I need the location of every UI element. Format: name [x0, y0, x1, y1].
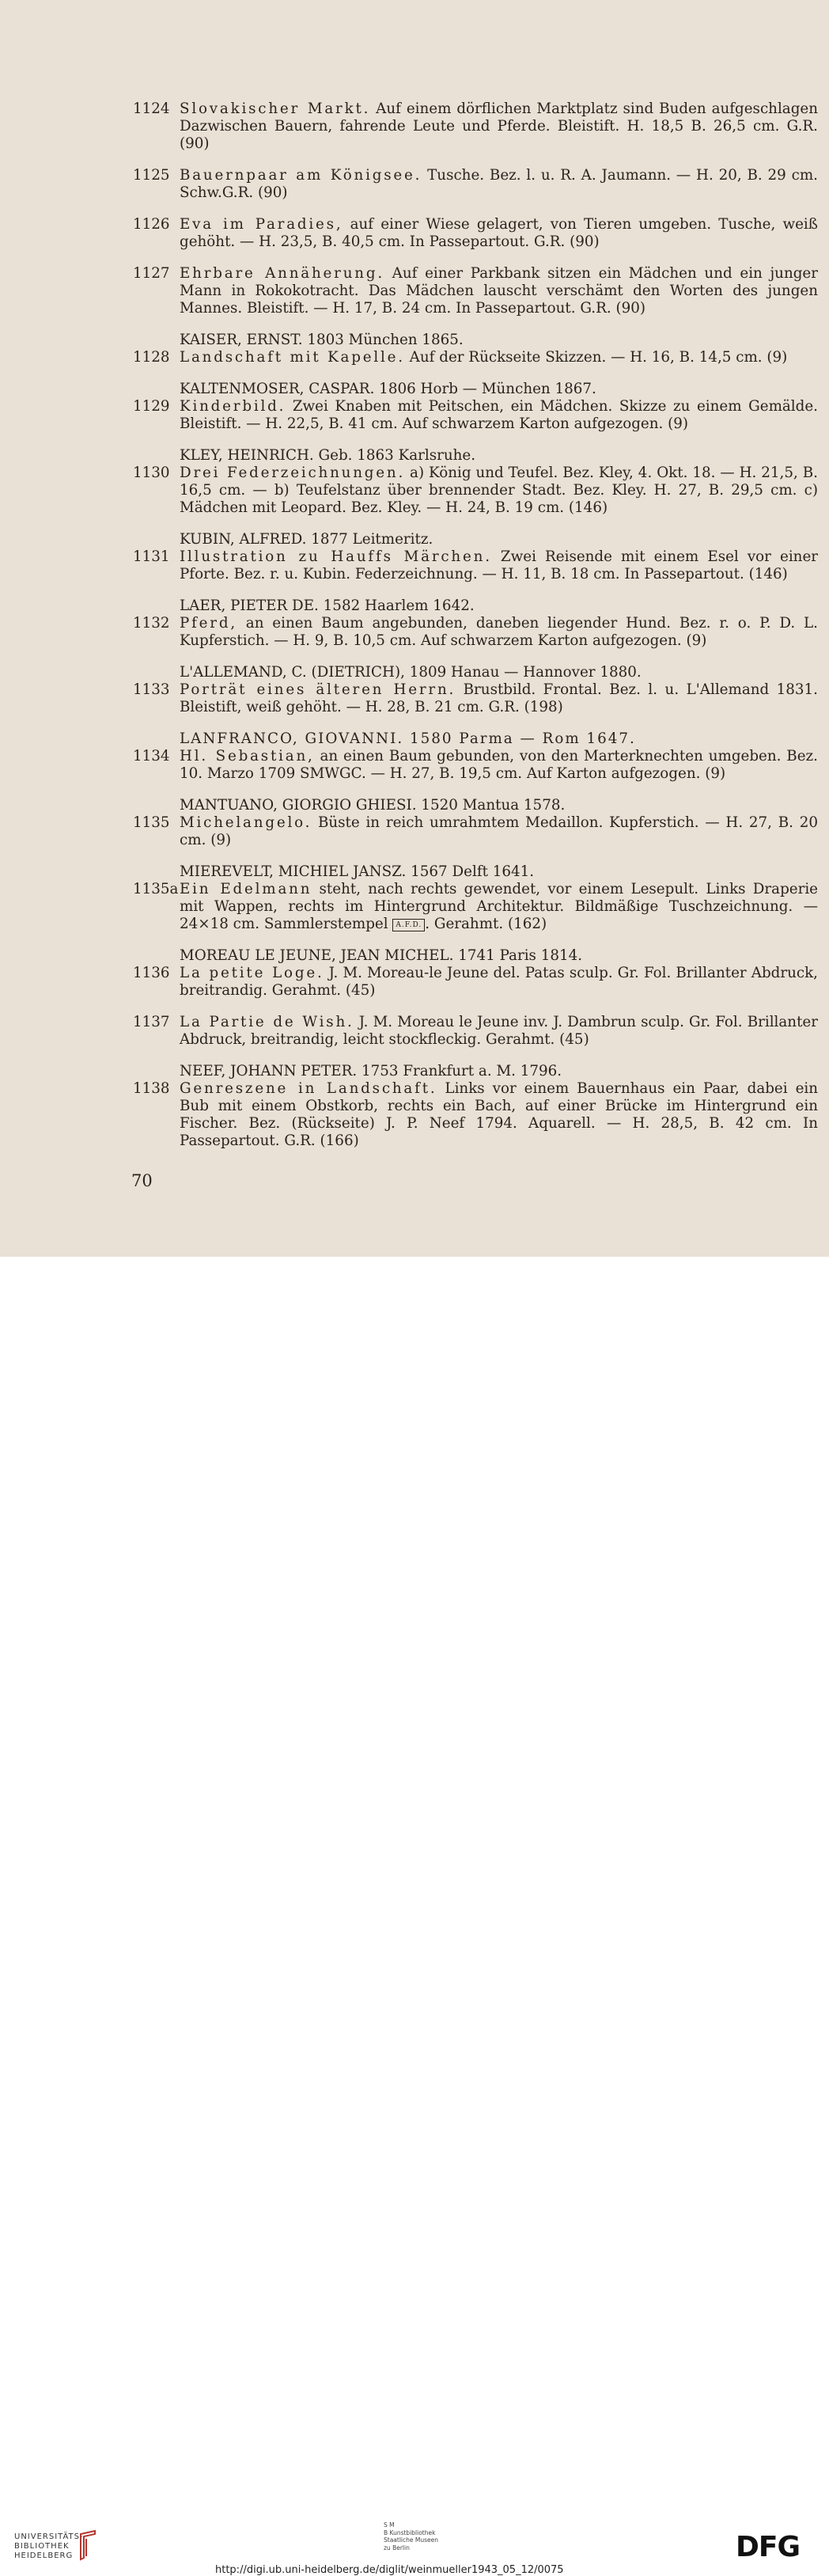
- entry-text: Auf der Rückseite Skizzen. — H. 16, B. 14,5 cm. (9): [404, 349, 788, 366]
- entry-text: Brustbild. Frontal. Bez. l. u. L'Allemand 1831. Bleistift, weiß gehöht. — H. 28, B. 21 cm. G.R. (198): [180, 681, 818, 715]
- entry-text: auf einer Wiese gelagert, von Tieren umgeben. Tusche, weiß gehöht. — H. 23,5, B. 40,5 cm. In Passepartout. G.R. (90): [180, 216, 818, 250]
- entry-text: J. M. Moreau le Jeune inv. J. Dambrun sculp. Gr. Fol. Brillanter Abdruck, breitrandig, leicht stockfleckig. Gerahmt. (45): [180, 1014, 818, 1048]
- artist-heading: KUBIN, ALFRED. 1877 Leitmeritz.: [180, 531, 433, 548]
- entry-title: Porträt eines älteren Herrn.: [180, 681, 456, 698]
- entry-title: Ein Edelmann: [180, 881, 312, 897]
- catalog-entry-1137: [133, 1014, 818, 1049]
- entry-number: 1135: [133, 814, 170, 831]
- ub-line1: UNIVERSITÄTS-: [14, 2532, 84, 2541]
- artist-heading: LANFRANCO, GIOVANNI. 1580 Parma — Rom 1647.: [180, 730, 636, 747]
- catalog-page: [0, 0, 829, 1257]
- ub-line3: HEIDELBERG: [14, 2551, 74, 2560]
- entry-title: Hl. Sebastian,: [180, 748, 315, 764]
- catalog-entry-1134: [133, 748, 818, 783]
- entry-number: 1137: [133, 1014, 170, 1030]
- entry-number: 1133: [133, 681, 170, 698]
- artist-heading: L'ALLEMAND, C. (DIETRICH), 1809 Hanau — Hannover 1880.: [180, 664, 642, 681]
- catalog-entry-1127: [133, 265, 818, 317]
- entry-text: an einen Baum angebunden, daneben liegender Hund. Bez. r. o. P. D. L. Kupferstich. — H. 9, B. 10,5 cm. Auf schwarzem Karton aufgezogen. (9): [180, 615, 818, 649]
- entry-number: 1131: [133, 548, 170, 565]
- entry-title: Genreszene in Landschaft.: [180, 1080, 437, 1097]
- entry-title: Slovakischer Markt.: [180, 101, 371, 117]
- artist-heading: MANTUANO, GIORGIO GHIESI. 1520 Mantua 1578.: [180, 797, 566, 814]
- entry-number: 1132: [133, 615, 170, 632]
- entry-number: 1128: [133, 349, 170, 366]
- catalog-entries: [133, 101, 818, 1164]
- entry-title: La petite Loge.: [180, 965, 324, 981]
- entry-title: Landschaft mit Kapelle.: [180, 349, 405, 366]
- dfg-logo[interactable]: DFG: [736, 2531, 801, 2563]
- entry-text: an einen Baum gebunden, von den Marterknechten umgeben. Bez. 10. Marzo 1709 SMWGC. — H. 27, B. 19,5 cm. Auf Karton aufgezogen. (9): [180, 748, 818, 782]
- artist-heading: KAISER, ERNST. 1803 München 1865.: [180, 332, 464, 348]
- artist-heading: KALTENMOSER, CASPAR. 1806 Horb — München 1867.: [180, 381, 596, 397]
- catalog-entry-1131: [133, 548, 818, 583]
- entry-title: Eva im Paradies,: [180, 216, 343, 233]
- smb-line3: Staatliche Museen: [384, 2536, 438, 2544]
- entry-title: Kinderbild.: [180, 398, 286, 415]
- entry-text: Büste in reich umrahmtem Medaillon. Kupferstich. — H. 27, B. 20 cm. (9): [180, 814, 818, 848]
- entry-text: Links vor einem Bauernhaus ein Paar, dabei ein Bub mit einem Obstkorb, rechts ein Bach, auf einer Brücke im Hintergrund ein Fischer. Bez. (Rückseite) J. P. Neef 1794. Aquarell. — H. 28,5, B. 42 cm. In Passepartout. G.R. (166): [180, 1080, 819, 1149]
- entry-title: Drei Federzeichnungen.: [180, 465, 406, 481]
- ub-line2: BIBLIOTHEK: [14, 2542, 70, 2551]
- entry-text: Auf einem dörflichen Marktplatz sind Buden aufgeschlagen Dazwischen Bauern, fahrende Leute und Pferde. Bleistift. H. 18,5 B. 26,5 cm. G.R. (90): [180, 101, 818, 152]
- entry-text: a) König und Teufel. Bez. Kley, 4. Okt. 18. — H. 21,5, B. 16,5 cm. — b) Teufelstanz über brennender Stadt. Bez. Kley. H. 27, B. 29,5 cm. c) Mädchen mit Leopard. Bez. Kley. — H. 24, B. 19 cm. (146): [180, 465, 818, 516]
- entry-title: La Partie de Wish.: [180, 1014, 354, 1030]
- catalog-entry-1132: [133, 615, 818, 650]
- entry-number: 1126: [133, 216, 170, 233]
- artist-heading: KLEY, HEINRICH. Geb. 1863 Karlsruhe.: [180, 447, 476, 464]
- ub-heidelberg-logo[interactable]: [14, 2532, 84, 2561]
- catalog-entry-1128: [133, 349, 818, 366]
- catalog-entry-1125: [133, 167, 818, 202]
- entry-number: 1125: [133, 167, 170, 184]
- entry-number: 1129: [133, 398, 170, 415]
- source-url-link[interactable]: http://digi.ub.uni-heidelberg.de/diglit/weinmueller1943_05_12/0075: [215, 2564, 564, 2576]
- smb-line4: zu Berlin: [384, 2544, 410, 2551]
- catalog-entry-1135: [133, 814, 818, 849]
- smb-kunstbibliothek-logo[interactable]: [384, 2521, 438, 2551]
- entry-number: 1127: [133, 265, 170, 282]
- entry-title: Illustration zu Hauffs Märchen.: [180, 548, 492, 565]
- artist-heading: MOREAU LE JEUNE, JEAN MICHEL. 1741 Paris 1814.: [180, 947, 583, 964]
- catalog-entry-1136: [133, 965, 818, 1000]
- catalog-entry-1126: [133, 216, 818, 251]
- entry-title: Pferd,: [180, 615, 237, 632]
- entry-number: 1135a: [133, 881, 179, 897]
- page-number: 70: [131, 1171, 153, 1190]
- smb-line2: B Kunstbibliothek: [384, 2529, 436, 2536]
- entry-text: Auf einer Parkbank sitzen ein Mädchen und ein junger Mann in Rokokotracht. Das Mädchen lauscht verschämt den Worten des jungen Mannes. Bleistift. — H. 17, B. 24 cm. In Passepartout. G.R. (90): [180, 265, 818, 317]
- entry-number: 1136: [133, 965, 170, 981]
- entry-text-after: . Gerahmt. (162): [425, 916, 547, 932]
- ub-emblem-icon: [78, 2529, 98, 2564]
- entry-text: Zwei Reisende mit einem Esel vor einer Pforte. Bez. r. u. Kubin. Federzeichnung. — H. 11, B. 18 cm. In Passepartout. (146): [180, 548, 818, 582]
- entry-title: Ehrbare Annäherung.: [180, 265, 384, 282]
- entry-number: 1124: [133, 101, 170, 117]
- entry-text: J. M. Moreau-le Jeune del. Patas sculp. Gr. Fol. Brillanter Abdruck, breitrandig. Gerahmt. (45): [180, 965, 818, 999]
- catalog-entry-1138: [133, 1080, 818, 1150]
- entry-title: Bauernpaar am Königsee.: [180, 167, 422, 184]
- catalog-entry-1124: [133, 101, 818, 153]
- artist-heading: NEEF, JOHANN PETER. 1753 Frankfurt a. M. 1796.: [180, 1063, 562, 1079]
- footer-bar: [0, 1257, 829, 2576]
- collector-stamp: A.F.D.: [392, 919, 425, 931]
- artist-heading: MIEREVELT, MICHIEL JANSZ. 1567 Delft 1641.: [180, 863, 535, 880]
- catalog-entry-1133: [133, 681, 818, 716]
- entry-title: Michelangelo.: [180, 814, 312, 831]
- entry-number: 1138: [133, 1080, 170, 1097]
- artist-heading: LAER, PIETER DE. 1582 Haarlem 1642.: [180, 598, 475, 614]
- catalog-entry-1135a: [133, 881, 818, 933]
- entry-text: steht, nach rechts gewendet, vor einem Lesepult. Links Draperie mit Wappen, rechts im Hintergrund Architektur. Bildmäßige Tuschzeichnung. — 24×18 cm. Sammlerstempel: [180, 881, 819, 932]
- smb-line1: S M: [384, 2521, 395, 2529]
- entry-number: 1134: [133, 748, 170, 764]
- catalog-entry-1130: [133, 465, 818, 517]
- entry-number: 1130: [133, 465, 170, 481]
- catalog-entry-1129: [133, 398, 818, 433]
- entry-text: Tusche. Bez. l. u. R. A. Jaumann. — H. 20, B. 29 cm. Schw.G.R. (90): [180, 167, 818, 201]
- entry-text: Zwei Knaben mit Peitschen, ein Mädchen. Skizze zu einem Gemälde. Bleistift. — H. 22,5, B. 41 cm. Auf schwarzem Karton aufgezogen. (9): [180, 398, 818, 432]
